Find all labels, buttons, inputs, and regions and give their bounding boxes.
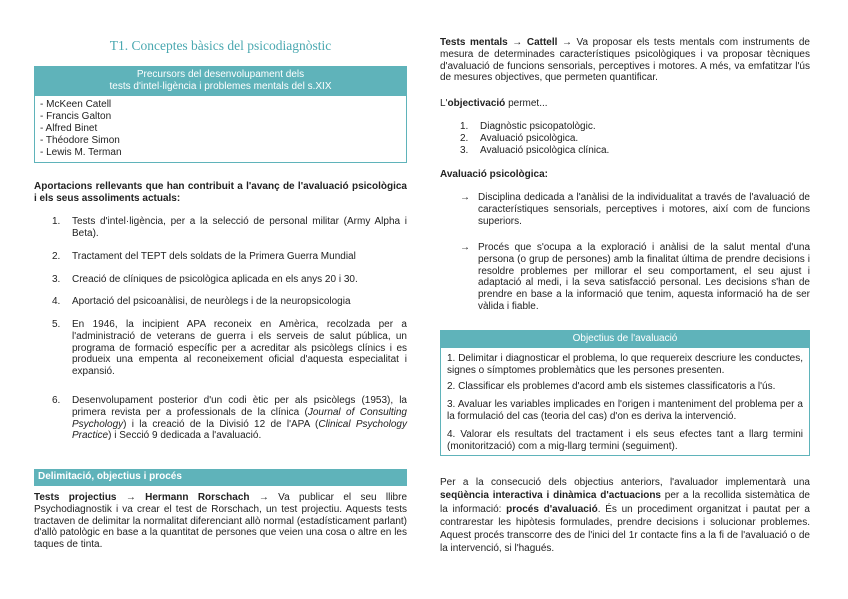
aportacions-heading: Aportacions rellevants que han contribuit a l'avanç de l'avaluació psicològica i els seus assoliments actuals: <box>34 181 407 204</box>
objectiu-item: 2. Classificar els problemes d'acord amb els sistemes classificatoris a l'ús. <box>447 381 776 393</box>
list-text: Avaluació psicològica. <box>480 133 579 144</box>
precursors-header-line1: Precursors del desenvolupament dels <box>136 69 305 80</box>
list-number: 1. <box>52 216 61 227</box>
journal-title: Clinical Psychology Practice <box>72 418 407 442</box>
list-number: 5. <box>52 319 61 330</box>
objectivacio-term: objectivació <box>447 98 506 109</box>
conclusio-bold: seqüència interactiva i dinàmica d'actuacions <box>440 490 661 502</box>
precursor-item: - Alfred Binet <box>40 123 98 134</box>
list-number: 2. <box>460 133 469 144</box>
objectiu-item: 4. Valorar els resultats del tractament i els seus efectes tant a llarg termini (monitorització) com a mig-llarg termini (seguiment). <box>447 428 803 452</box>
list-text: En 1946, la incipient APA reconeix en Amèrica, recolzada per a l'administració de veterans de guerra i els serveis de salut pública, un programa de formació específic per a acreditar als psicòlegs clínics i es produeix una empenta al reconeixement oficial d'aquesta especialitat i expansió. <box>72 319 407 378</box>
arrow-icon: → <box>460 242 470 253</box>
tests-mentals-text: → Va proposar els tests mentals com instruments de mesura de determinades característiques psicològiques i va proposar tècniques d'avaluació de funcions sensorials, perceptives i motores. A més, va emfatitzar l'ús de mesures objectives, que permeten quantificar. <box>440 37 810 84</box>
list-text: Avaluació psicològica clínica. <box>480 145 610 156</box>
precursor-item: - McKeen Catell <box>40 99 112 110</box>
list-text: Diagnòstic psicopatològic. <box>480 121 596 132</box>
arrow-icon: → <box>460 192 470 203</box>
conclusio-text: per a la recollida sistemàtica de la informació: <box>440 490 810 515</box>
conclusio-text: Per a la consecució dels objectius anteriors, l'avaluador implementarà una <box>440 477 810 488</box>
list-number: 6. <box>52 395 61 406</box>
list-text-part: ) i la creació de la Divisió 12 de l'APA ( <box>123 418 319 430</box>
objectiu-item: 3. Avaluar les variables implicades en l'origen i manteniment del problema per a la formulació del cas (teoria del cas) d'on es deriva la intervenció. <box>447 399 803 422</box>
list-text-part: ) i Secció 9 dedicada a l'avaluació. <box>108 430 262 442</box>
precursor-item: - Théodore Simon <box>40 135 120 146</box>
list-number: 2. <box>52 251 61 262</box>
list-number: 3. <box>52 274 61 285</box>
avaluacio-heading: Avaluació psicològica: <box>440 169 548 180</box>
objectivacio-pre: L' <box>440 98 448 109</box>
precursors-list <box>35 96 406 162</box>
tests-projectius-lead: Tests projectius → Hermann Rorschach <box>34 492 250 503</box>
list-number: 4. <box>52 296 61 307</box>
list-text: Aportació del psicoanàlisi, de neuròlegs i de la neuropsicologia <box>72 296 351 307</box>
objectivacio-list <box>440 121 810 157</box>
objectivacio-post: permet... <box>505 98 548 109</box>
page-title: T1. Conceptes bàsics del psicodiagnòstic <box>109 38 332 53</box>
objectivacio-intro <box>440 98 810 110</box>
list-text-part: Desenvolupament posterior d'un codi ètic per als psicòlegs (1953), la primera revista per a professionals de la clínica ( <box>72 395 407 418</box>
conclusio-bold: procés d'avaluació <box>506 503 598 515</box>
conclusio-paragraph <box>440 476 810 556</box>
list-item <box>440 121 810 133</box>
list-item <box>440 145 810 157</box>
precursors-header <box>35 67 406 96</box>
delimitacio-bar: Delimitació, objectius i procés <box>34 469 407 486</box>
avaluacio-text: Disciplina dedicada a l'anàlisi de la individualitat a través de l'avaluació de característiques sensorials, perceptives i motores, així com de funcions superiors. <box>478 192 810 227</box>
precursor-item: - Francis Galton <box>40 111 112 122</box>
list-text: Tractament del TEPT dels soldats de la Primera Guerra Mundial <box>72 251 356 262</box>
objectius-box <box>440 330 810 456</box>
list-text: Creació de clíniques de psicològica aplicada en els anys 20 i 30. <box>72 274 358 285</box>
precursor-item: - Lewis M. Terman <box>40 147 122 158</box>
tests-mentals-lead: Tests mentals → Cattell <box>440 37 558 48</box>
objectius-header: Objectius de l'avaluació <box>441 331 809 348</box>
list-number: 1. <box>460 121 469 132</box>
tests-projectius-paragraph <box>34 492 407 551</box>
objectiu-item: 1. Delimitar i diagnosticar el problema, lo que requereix descriure les conductes, signes o símptomes problemàtics que les persones presenten. <box>447 352 803 376</box>
list-number: 3. <box>460 145 469 156</box>
tests-projectius-text: → Va publicar el seu llibre Psychodiagnostik i va crear el test de Rorschach, un test projectiu. Aquests tests tractaven de delimitar la normalitat diferenciant allò normal (estadísticament parlant) d'allò patològic en base a la quantitat de persones que veien una cosa o altre en les taques de tinta. <box>34 492 408 551</box>
tests-mentals-paragraph <box>440 37 810 84</box>
list-text <box>72 395 407 442</box>
journal-title: Journal of Consulting Psychology <box>72 406 407 430</box>
list-text: Tests d'intel·ligència, per a la selecció de personal militar (Army Alpha i Beta). <box>72 216 407 239</box>
list-item <box>440 133 810 145</box>
conclusio-text: . És un procediment organitzat i pautat per a contrarestar les hipòtesis formulades, prendre decisions i solucionar problemes. Aquest procés transcorre des de l'inici del 1r contacte fins a la fi de l'avaluació o de la intervenció, si l'hagués. <box>440 503 810 555</box>
precursors-box <box>34 66 407 163</box>
avaluacio-text: Procés que s'ocupa a la exploració i anàlisi de la salut mental d'una persona (o grup de persones) amb la finalitat última de prendre decisions i resoldre problemes per millorar el seu comportament, el seu ajust i adaptació al medi, i la seva satisfacció personal. Les decisions s'han de prendre en base a la informació que tenim, aquesta informació ha de ser vàlida i fiable. <box>478 242 810 312</box>
precursors-header-line2: tests d'intel·ligència i problemes mentals del s.XIX <box>109 81 332 92</box>
